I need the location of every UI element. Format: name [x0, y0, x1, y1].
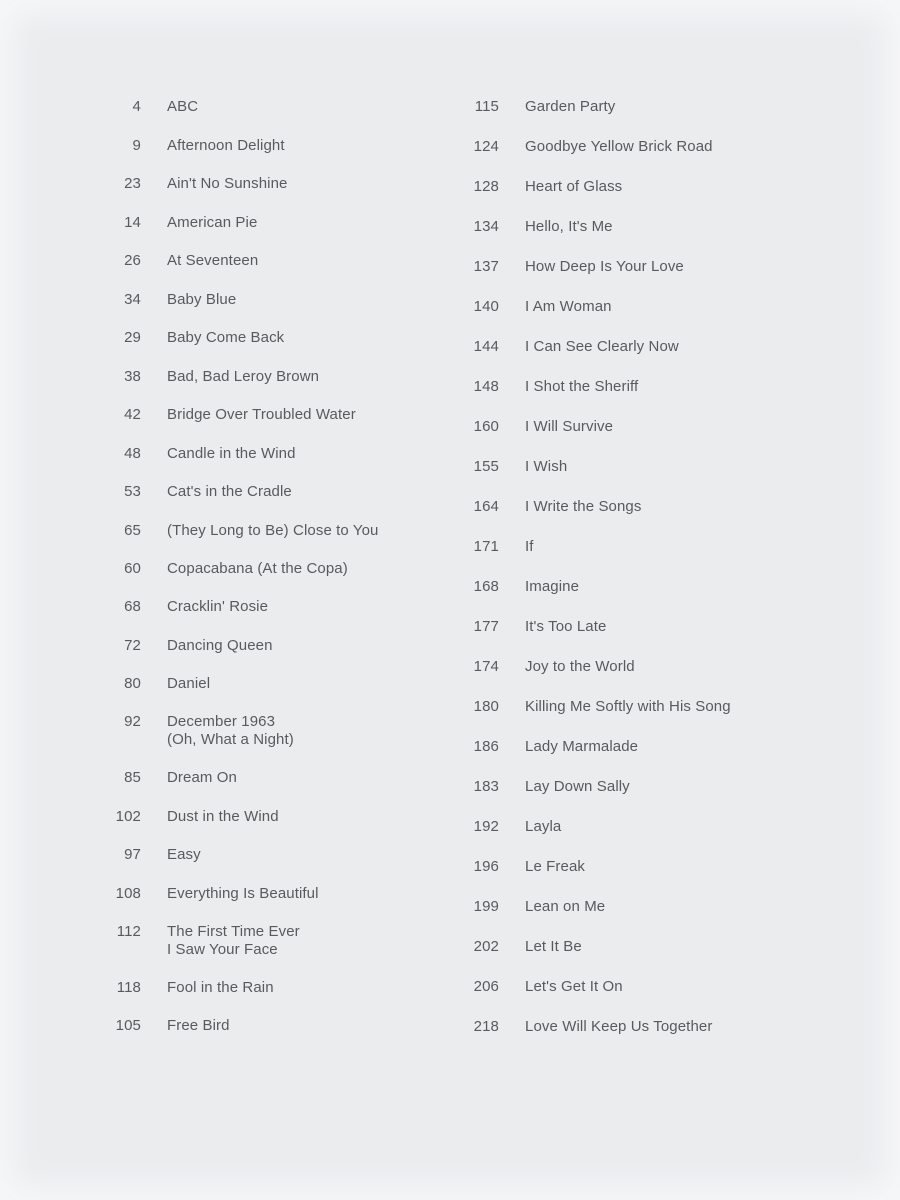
song-title: Ain't No Sunshine [167, 175, 288, 192]
contents-entry [458, 738, 638, 756]
song-title: Easy [167, 846, 201, 863]
page-number: 53 [124, 483, 141, 500]
contents-entry [458, 898, 605, 916]
page-number: 102 [115, 808, 141, 825]
contents-entry [458, 258, 684, 276]
contents-entry [458, 778, 630, 796]
song-title: Imagine [525, 578, 580, 595]
page-number: 177 [473, 618, 499, 635]
contents-entry [458, 218, 613, 236]
page-number: 183 [473, 778, 499, 795]
page-number: 128 [473, 178, 499, 195]
song-title: Heart of Glass [525, 178, 623, 195]
contents-entry [458, 658, 635, 676]
song-title: Cracklin' Rosie [167, 598, 269, 615]
page-number: 148 [473, 378, 499, 395]
song-title: I Shot the Sheriff [525, 378, 639, 395]
song-title: Dust in the Wind [167, 808, 279, 825]
song-title: Goodbye Yellow Brick Road [525, 138, 713, 155]
page-number: 38 [124, 368, 141, 385]
song-title: Love Will Keep Us Together [525, 1018, 713, 1035]
contents-entry [458, 178, 622, 196]
page-number: 168 [473, 578, 499, 595]
page-number: 60 [124, 560, 141, 577]
contents-entry [458, 1018, 712, 1036]
song-title: Free Bird [167, 1017, 230, 1034]
page-number: 34 [124, 291, 141, 308]
song-title: It's Too Late [525, 618, 607, 635]
song-title: I Am Woman [525, 298, 612, 315]
page-number: 26 [124, 252, 141, 269]
page-number: 85 [124, 769, 141, 786]
page-number: 164 [473, 498, 499, 515]
song-title: Baby Come Back [167, 329, 285, 346]
song-title: Bad, Bad Leroy Brown [167, 368, 320, 385]
page-number: 160 [473, 418, 499, 435]
song-title: I Can See Clearly Now [525, 338, 679, 355]
page-number: 105 [115, 1017, 141, 1034]
page-number: 68 [124, 598, 141, 615]
song-title: Copacabana (At the Copa) [167, 560, 348, 577]
contents-entry [458, 498, 641, 516]
song-title: Le Freak [525, 858, 585, 875]
page-number: 140 [473, 298, 499, 315]
song-title: Let It Be [525, 938, 582, 955]
page-number: 192 [473, 818, 499, 835]
song-title: At Seventeen [167, 252, 259, 269]
page-number: 134 [473, 218, 499, 235]
song-title: I Write the Songs [525, 498, 642, 515]
contents-entry [458, 298, 612, 316]
page-number: 112 [116, 923, 141, 940]
page-number: 174 [473, 658, 499, 675]
page-number: 118 [116, 979, 141, 996]
page-number: 4 [132, 98, 141, 115]
page-number: 97 [124, 846, 141, 863]
page-number: 155 [473, 458, 499, 475]
song-title: Garden Party [525, 98, 616, 115]
song-title: Bridge Over Troubled Water [167, 406, 356, 423]
song-title: American Pie [167, 214, 258, 231]
contents-entry [458, 618, 606, 636]
page-number: 23 [124, 175, 141, 192]
page-number: 48 [124, 445, 141, 462]
song-title: The First Time Ever I Saw Your Face [167, 923, 300, 958]
song-title: Dream On [167, 769, 237, 786]
contents-entry [458, 938, 582, 956]
contents-entry [458, 578, 579, 596]
page-number: 108 [115, 885, 141, 902]
song-title: Joy to the World [525, 658, 635, 675]
contents-entry [458, 538, 534, 556]
page-number: 29 [124, 329, 141, 346]
page-number: 137 [473, 258, 499, 275]
page-number: 186 [473, 738, 499, 755]
song-title: How Deep Is Your Love [525, 258, 684, 275]
song-title: (They Long to Be) Close to You [167, 522, 379, 539]
page-number: 196 [473, 858, 499, 875]
page-number: 124 [473, 138, 499, 155]
song-title: Fool in the Rain [167, 979, 274, 996]
song-title: Everything Is Beautiful [167, 885, 319, 902]
contents-entry [458, 818, 561, 836]
song-title: Cat's in the Cradle [167, 483, 292, 500]
page-number: 115 [474, 98, 499, 115]
song-title: Dancing Queen [167, 637, 273, 654]
page-number: 202 [473, 938, 499, 955]
song-title: Lay Down Sally [525, 778, 630, 795]
page-number: 14 [124, 214, 141, 231]
song-title: Killing Me Softly with His Song [525, 698, 731, 715]
song-title: I Will Survive [525, 418, 614, 435]
song-title: Daniel [167, 675, 211, 692]
contents-entry [458, 978, 623, 996]
contents-entry [458, 698, 731, 716]
song-title: Lady Marmalade [525, 738, 639, 755]
page-number: 199 [473, 898, 499, 915]
song-title: Hello, It's Me [525, 218, 613, 235]
song-title: Baby Blue [167, 291, 237, 308]
contents-entry [458, 458, 567, 476]
page-number: 65 [124, 522, 141, 539]
page-number: 92 [124, 713, 141, 730]
page-number: 72 [124, 637, 141, 654]
page-number: 180 [473, 698, 499, 715]
song-title: Afternoon Delight [167, 137, 285, 154]
page-number: 218 [473, 1018, 499, 1035]
page-number: 144 [473, 338, 499, 355]
contents-entry [458, 98, 615, 116]
song-title: December 1963 (Oh, What a Night) [167, 713, 294, 748]
song-title: Layla [525, 818, 562, 835]
contents-entry [458, 338, 679, 356]
contents-entry [458, 418, 613, 436]
page-number: 9 [132, 137, 141, 154]
contents-entry [458, 858, 585, 876]
song-title: Candle in the Wind [167, 445, 296, 462]
contents-entry [458, 138, 713, 156]
song-title: Let's Get It On [525, 978, 623, 995]
song-title: I Wish [525, 458, 568, 475]
page-number: 42 [124, 406, 141, 423]
page-number: 171 [473, 538, 499, 555]
song-title: Lean on Me [525, 898, 606, 915]
contents-entry [458, 378, 638, 396]
page-number: 80 [124, 675, 141, 692]
song-title: If [525, 538, 534, 555]
song-title: ABC [167, 98, 199, 115]
page-number: 206 [473, 978, 499, 995]
